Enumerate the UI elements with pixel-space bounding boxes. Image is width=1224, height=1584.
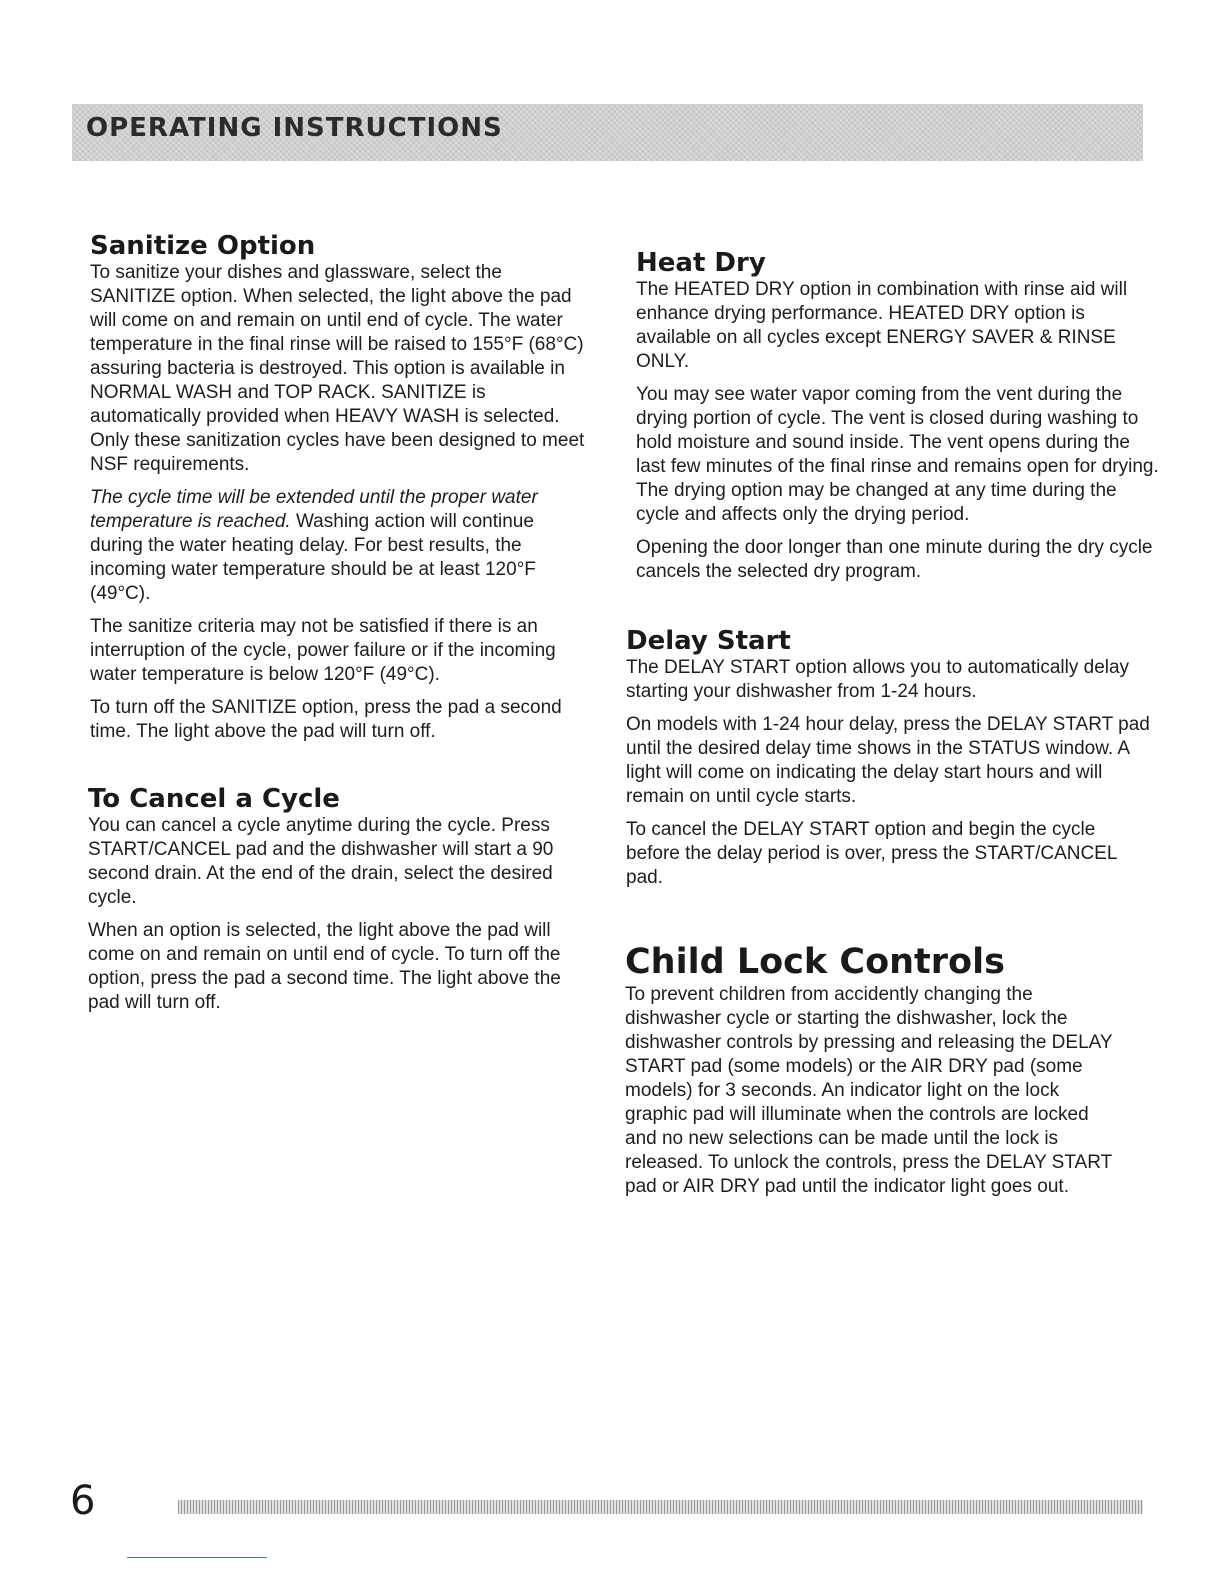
cancel-heading: To Cancel a Cycle	[88, 784, 340, 814]
sanitize-italic-note: The cycle time will be extended until the proper water temperature is reached.	[90, 487, 538, 532]
sanitize-paragraph-2	[90, 486, 590, 606]
delay-start-section	[626, 626, 1151, 890]
sanitize-paragraph-1: To sanitize your dishes and glassware, select the SANITIZE option. When selected, the light above the pad will come on and remain on until end of cycle. The water temperature in the final rinse will be raised to 155°F (68°C) assuring bacteria is destroyed. This option is available in NORMAL WASH and TOP RACK. SANITIZE is automatically provided when HEAVY WASH is selected. Only these sanitization cycles have been designed to meet NSF requirements.	[90, 262, 585, 475]
delay-start-heading: Delay Start	[626, 626, 791, 656]
cancel-paragraph-2: When an option is selected, the light above the pad will come on and remain on until end of cycle. To turn off the option, press the pad a second time. The light above the pad will turn off.	[88, 920, 561, 1013]
child-lock-paragraph: To prevent children from accidently changing the dishwasher cycle or starting the dishwasher, lock the dishwasher controls by pressing and releasing the DELAY START pad (some models) or the AIR DRY pad (some models) for 3 seconds. An indicator light on the lock graphic pad will illuminate when the controls are locked and no new selections can be made until the lock is released. To unlock the controls, press the DELAY START pad or AIR DRY pad until the indicator light goes out.	[625, 984, 1113, 1197]
heat-dry-section	[636, 248, 1161, 584]
header-banner	[72, 104, 1143, 161]
child-lock-heading: Child Lock Controls	[625, 942, 1005, 982]
sanitize-paragraph-2-rest: Washing action will continue during the water heating delay. For best results, the incoming water temperature should be at least 120°F (49°C).	[90, 511, 536, 604]
footer-pattern-bar	[178, 1500, 1143, 1514]
heat-dry-paragraph-3: Opening the door longer than one minute during the dry cycle cancels the selected dry program.	[636, 537, 1153, 582]
delay-start-paragraph-1: The DELAY START option allows you to automatically delay starting your dishwasher from 1-24 hours.	[626, 657, 1130, 702]
footer-rule	[127, 1557, 267, 1558]
heat-dry-paragraph-1: The HEATED DRY option in combination with rinse aid will enhance drying performance. HEATED DRY option is available on all cycles except ENERGY SAVER & RINSE ONLY.	[636, 279, 1128, 372]
delay-start-paragraph-3: To cancel the DELAY START option and begin the cycle before the delay period is over, press the START/CANCEL pad.	[626, 819, 1117, 888]
cancel-paragraph-1: You can cancel a cycle anytime during the cycle. Press START/CANCEL pad and the dishwasher will start a 90 second drain. At the end of the drain, select the desired cycle.	[88, 815, 554, 908]
heat-dry-heading: Heat Dry	[636, 248, 766, 278]
page-header-title: OPERATING INSTRUCTIONS	[86, 113, 503, 143]
heat-dry-paragraph-2: You may see water vapor coming from the vent during the drying portion of cycle. The vent is closed during washing to hold moisture and sound inside. The vent opens during the last few minutes of the final rinse and remains open for drying. The drying option may be changed at any time during the cycle and affects only the drying period.	[636, 384, 1159, 525]
page-number: 6	[70, 1478, 96, 1524]
sanitize-section	[90, 231, 590, 744]
sanitize-paragraph-4: To turn off the SANITIZE option, press the pad a second time. The light above the pad will turn off.	[90, 697, 562, 742]
cancel-section	[88, 784, 593, 1015]
child-lock-section	[625, 941, 1125, 1199]
sanitize-paragraph-3: The sanitize criteria may not be satisfied if there is an interruption of the cycle, power failure or if the incoming water temperature is below 120°F (49°C).	[90, 616, 556, 685]
delay-start-paragraph-2: On models with 1-24 hour delay, press the DELAY START pad until the desired delay time shows in the STATUS window. A light will come on indicating the delay start hours and will remain on until cycle starts.	[626, 714, 1150, 807]
sanitize-heading: Sanitize Option	[90, 231, 316, 261]
